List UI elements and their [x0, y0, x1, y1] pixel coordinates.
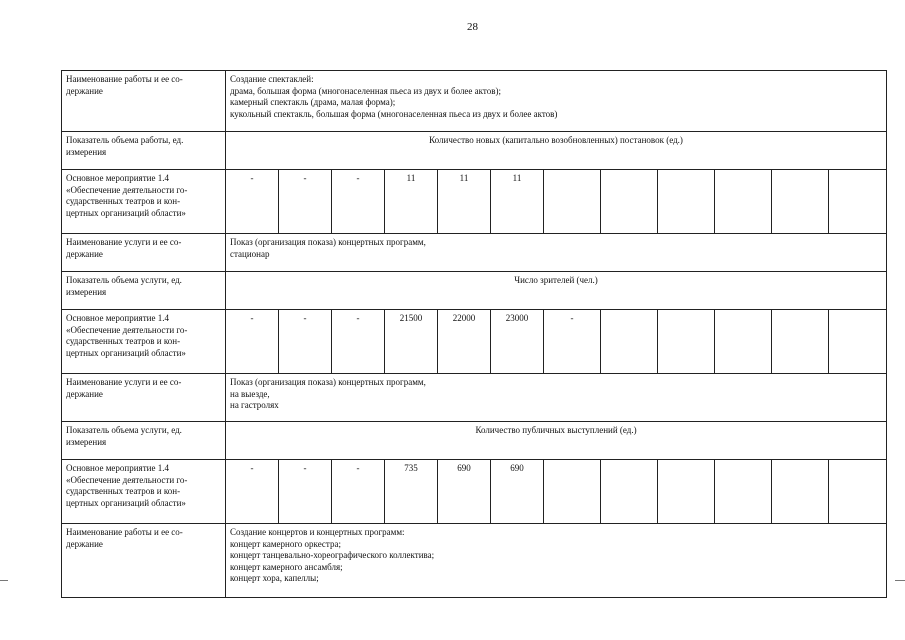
value-cell: 690	[438, 460, 491, 524]
row-label: Показатель объема услуги, ед. измерения	[62, 272, 226, 310]
table-row	[62, 234, 887, 272]
row-label: Основное мероприятие 1.4 «Обеспечение деятельности го- сударственных театров и кон- цертных организаций области»	[62, 170, 226, 234]
value-cell: -	[332, 170, 385, 234]
table-row	[62, 132, 887, 170]
value-cell: 11	[491, 170, 544, 234]
value-cell: -	[279, 310, 332, 374]
content-cell: Показ (организация показа) концертных программ, стационар	[226, 234, 887, 272]
value-cell: 11	[438, 170, 491, 234]
value-cell: -	[332, 310, 385, 374]
row-label: Наименование услуги и ее со- держание	[62, 374, 226, 422]
value-cell: 23000	[491, 310, 544, 374]
content-cell: Показ (организация показа) концертных программ, на выезде, на гастролях	[226, 374, 887, 422]
value-cell	[772, 170, 829, 234]
value-cell: 21500	[385, 310, 438, 374]
value-cell	[601, 310, 658, 374]
page-number: 28	[467, 21, 478, 33]
table-row	[62, 460, 887, 524]
value-cell	[601, 460, 658, 524]
row-label: Показатель объема работы, ед. измерения	[62, 132, 226, 170]
value-cell: 690	[491, 460, 544, 524]
value-cell: -	[332, 460, 385, 524]
value-cell	[772, 460, 829, 524]
value-cell	[772, 310, 829, 374]
value-cell	[544, 460, 601, 524]
value-cell	[829, 310, 887, 374]
value-cell: 22000	[438, 310, 491, 374]
row-label: Показатель объема услуги, ед. измерения	[62, 422, 226, 460]
value-cell	[715, 310, 772, 374]
table-row	[62, 524, 887, 598]
value-cell	[715, 460, 772, 524]
table-row	[62, 422, 887, 460]
row-label: Наименование услуги и ее со- держание	[62, 234, 226, 272]
row-label: Наименование работы и ее со- держание	[62, 71, 226, 132]
value-cell	[658, 170, 715, 234]
value-cell: 11	[385, 170, 438, 234]
indicator-cell: Количество публичных выступлений (ед.)	[226, 422, 887, 460]
indicator-cell: Число зрителей (чел.)	[226, 272, 887, 310]
value-cell	[544, 170, 601, 234]
value-cell: -	[226, 170, 279, 234]
value-cell: 735	[385, 460, 438, 524]
value-cell	[829, 170, 887, 234]
table-row	[62, 374, 887, 422]
indicator-cell: Количество новых (капитально возобновленных) постановок (ед.)	[226, 132, 887, 170]
value-cell	[715, 170, 772, 234]
value-cell	[601, 170, 658, 234]
value-cell	[829, 460, 887, 524]
table-row	[62, 272, 887, 310]
table-row	[62, 71, 887, 132]
value-cell: -	[544, 310, 601, 374]
table-row	[62, 310, 887, 374]
value-cell: -	[226, 310, 279, 374]
value-cell	[658, 460, 715, 524]
content-cell: Создание концертов и концертных программ: концерт камерного оркестра; концерт танцевально-хореографического коллектива; концерт камерного ансамбля; концерт хора, капеллы;	[226, 524, 887, 598]
plan-table	[61, 70, 887, 598]
right-margin-mark	[895, 580, 905, 581]
table-row	[62, 170, 887, 234]
row-label: Наименование работы и ее со- держание	[62, 524, 226, 598]
left-margin-mark	[0, 580, 8, 581]
value-cell: -	[226, 460, 279, 524]
row-label: Основное мероприятие 1.4 «Обеспечение деятельности го- сударственных театров и кон- цертных организаций области»	[62, 310, 226, 374]
value-cell: -	[279, 170, 332, 234]
row-label: Основное мероприятие 1.4 «Обеспечение деятельности го- сударственных театров и кон- цертных организаций области»	[62, 460, 226, 524]
value-cell	[658, 310, 715, 374]
value-cell: -	[279, 460, 332, 524]
content-cell: Создание спектаклей: драма, большая форма (многонаселенная пьеса из двух и более актов); камерный спектакль (драма, малая форма); кукольный спектакль, большая форма (многонаселенная пьеса из двух и более актов)	[226, 71, 887, 132]
